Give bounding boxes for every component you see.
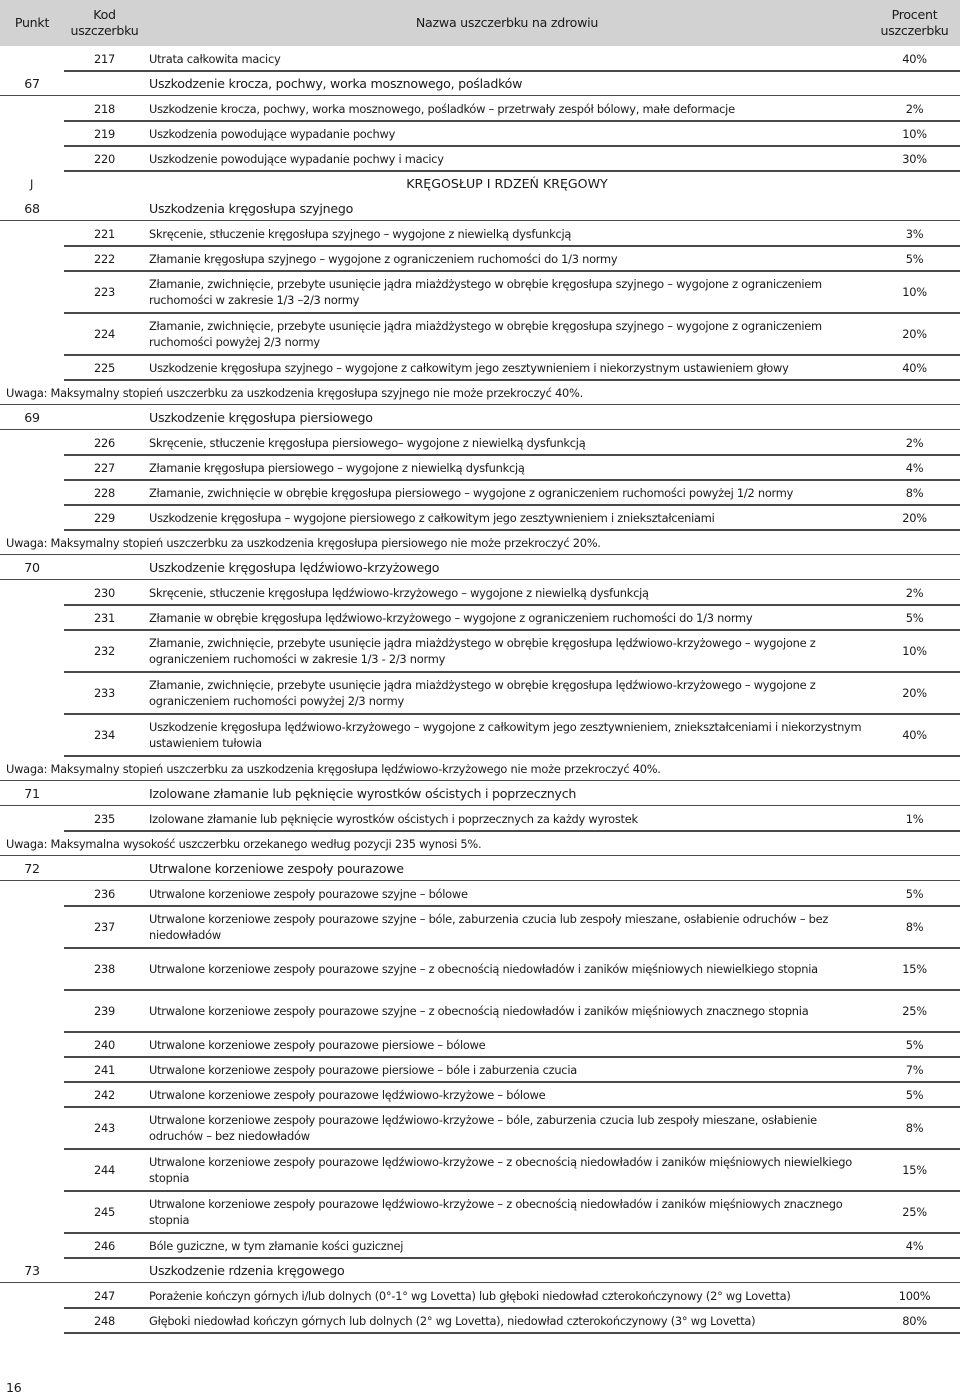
kod-cell: 244 <box>94 1163 115 1177</box>
section-title: Utrwalone korzeniowe zespoły pourazowe <box>149 860 404 876</box>
note-text: Uwaga: Maksymalny stopień uszczerbku za uszkodzenia kręgosłupa lędźwiowo-krzyżowego nie może przekroczyć 40%. <box>6 761 661 776</box>
procent-cell: 5% <box>905 1087 924 1102</box>
nazwa-cell: Utrata całkowita macicy <box>149 51 281 66</box>
procent-cell: 20% <box>902 510 927 525</box>
procent-cell: 10% <box>902 126 927 141</box>
kod-cell: 223 <box>94 285 115 299</box>
note-row <box>0 530 960 555</box>
table-row <box>0 246 960 271</box>
kod-cell: 221 <box>94 226 115 241</box>
nazwa-cell: Izolowane złamanie lub pęknięcie wyrostków ościstych i poprzecznych za każdy wyrostek <box>149 811 638 826</box>
table-row <box>0 1283 960 1308</box>
procent-cell: 100% <box>898 1288 931 1303</box>
table-row <box>0 580 960 605</box>
procent-cell: 8% <box>905 920 924 934</box>
section-row <box>0 1258 960 1283</box>
table-row <box>0 881 960 906</box>
procent-cell: 40% <box>902 728 927 742</box>
nazwa-cell: Utrwalone korzeniowe zespoły pourazowe piersiowe – bólowe <box>149 1037 486 1052</box>
procent-cell: 8% <box>905 485 924 500</box>
procent-cell: 40% <box>902 360 927 375</box>
note-text: Uwaga: Maksymalna wysokość uszczerbku orzekanego według pozycji 235 wynosi 5%. <box>6 836 482 851</box>
header-procent <box>869 0 960 46</box>
punkt-cell: 68 <box>24 201 40 216</box>
punkt-cell: 69 <box>24 410 40 425</box>
procent-cell: 2% <box>905 585 924 600</box>
section-title: Uszkodzenie rdzenia kręgowego <box>149 1262 345 1278</box>
nazwa-cell: Uszkodzenia powodujące wypadanie pochwy <box>149 126 396 141</box>
table-row <box>0 271 960 313</box>
table-row <box>0 121 960 146</box>
procent-cell: 80% <box>902 1313 927 1328</box>
section-row <box>0 856 960 881</box>
kod-cell: 238 <box>94 962 115 976</box>
kod-cell: 219 <box>94 126 115 141</box>
section-title: Uszkodzenie krocza, pochwy, worka mosznowego, pośladków <box>149 75 523 91</box>
punkt-cell: 72 <box>24 861 40 876</box>
section-row <box>0 781 960 806</box>
kod-cell: 230 <box>94 585 115 600</box>
nazwa-cell: Złamanie w obrębie kręgosłupa lędźwiowo-krzyżowego – wygojone z ograniczeniem ruchomości do 1/3 normy <box>149 610 753 625</box>
row-divider <box>64 1332 960 1333</box>
table-row <box>0 505 960 530</box>
kod-cell: 228 <box>94 485 115 500</box>
nazwa-cell: Utrwalone korzeniowe zespoły pourazowe lędźwiowo-krzyżowe – z obecnością niedowładów i zaników mięśniowych znacznego stopnia <box>149 1197 843 1227</box>
table-row <box>0 1032 960 1057</box>
header-procent-text: Procent uszczerbku <box>880 7 949 38</box>
procent-cell: 15% <box>902 962 927 976</box>
table-body <box>0 46 960 1333</box>
nazwa-cell: Skręcenie, stłuczenie kręgosłupa szyjnego – wygojone z niewielką dysfunkcją <box>149 226 572 241</box>
nazwa-cell: Uszkodzenie kręgosłupa – wygojone piersiowego z całkowitym jego zesztywnieniem i zniekształceniami <box>149 510 715 525</box>
nazwa-cell: Utrwalone korzeniowe zespoły pourazowe szyjne – bólowe <box>149 886 468 901</box>
section-row <box>0 405 960 430</box>
procent-cell: 20% <box>902 686 927 700</box>
nazwa-cell: Złamanie, zwichnięcie w obrębie kręgosłupa piersiowego – wygojone z ograniczeniem ruchomości powyżej 1/2 normy <box>149 485 794 500</box>
table-row <box>0 355 960 380</box>
kod-cell: 248 <box>94 1313 115 1328</box>
section-row <box>0 71 960 96</box>
table-row <box>0 906 960 948</box>
nazwa-cell: Złamanie, zwichnięcie, przebyte usunięcie jądra miażdżystego w obrębie kręgosłupa szyjnego – wygojone z ograniczeniem ruchomości w zakresie 1/3 –2/3 normy <box>149 277 822 307</box>
procent-cell: 10% <box>902 285 927 299</box>
nazwa-cell: Złamanie kręgosłupa szyjnego – wygojone z ograniczeniem ruchomości do 1/3 normy <box>149 251 618 266</box>
header-kod-text: Kod uszczerbku <box>70 7 139 38</box>
section-title: Uszkodzenie kręgosłupa piersiowego <box>149 409 373 425</box>
kod-cell: 227 <box>94 460 115 475</box>
procent-cell: 4% <box>905 460 924 475</box>
nazwa-cell: Skręcenie, stłuczenie kręgosłupa piersiowego– wygojone z niewielką dysfunkcją <box>149 435 586 450</box>
nazwa-cell: Uszkodzenie kręgosłupa szyjnego – wygojone z całkowitym jego zesztywnieniem i niekorzystnym ustawieniem głowy <box>149 360 789 375</box>
chapter-letter: J <box>30 176 34 191</box>
nazwa-cell: Skręcenie, stłuczenie kręgosłupa lędźwiowo-krzyżowego – wygojone z niewielką dysfunkcją <box>149 585 649 600</box>
kod-cell: 247 <box>94 1288 115 1303</box>
procent-cell: 30% <box>902 151 927 166</box>
procent-cell: 25% <box>902 1205 927 1219</box>
nazwa-cell: Złamanie, zwichnięcie, przebyte usunięcie jądra miażdżystego w obrębie kręgosłupa lędźwiowo-krzyżowego – wygojone z ograniczeniem ruchomości powyżej 2/3 normy <box>149 678 816 708</box>
table-row <box>0 96 960 121</box>
kod-cell: 236 <box>94 886 115 901</box>
nazwa-cell: Uszkodzenie powodujące wypadanie pochwy i macicy <box>149 151 444 166</box>
punkt-cell: 70 <box>24 560 40 575</box>
kod-cell: 225 <box>94 360 115 375</box>
procent-cell: 7% <box>905 1062 924 1077</box>
table-row <box>0 146 960 171</box>
kod-cell: 217 <box>94 51 115 66</box>
note-row <box>0 756 960 781</box>
table-row <box>0 430 960 455</box>
kod-cell: 224 <box>94 327 115 341</box>
procent-cell: 2% <box>905 101 924 116</box>
nazwa-cell: Utrwalone korzeniowe zespoły pourazowe szyjne – z obecnością niedowładów i zaników mięśniowych niewielkiego stopnia <box>149 962 818 976</box>
table-row <box>0 1191 960 1233</box>
section-title: Uszkodzenia kręgosłupa szyjnego <box>149 200 354 216</box>
procent-cell: 5% <box>905 886 924 901</box>
kod-cell: 242 <box>94 1087 115 1102</box>
punkt-cell: 73 <box>24 1263 40 1278</box>
table-row <box>0 714 960 756</box>
section-title: Uszkodzenie kręgosłupa lędźwiowo-krzyżowego <box>149 559 440 575</box>
nazwa-cell: Głęboki niedowład kończyn górnych lub dolnych (2° wg Lovetta), niedowład czterokończynowy (3° wg Lovetta) <box>149 1313 756 1328</box>
nazwa-cell: Uszkodzenie krocza, pochwy, worka mosznowego, pośladków – przetrwały zespół bólowy, małe deformacje <box>149 101 735 116</box>
header-punkt: Punkt <box>14 15 50 30</box>
nazwa-cell: Utrwalone korzeniowe zespoły pourazowe szyjne – z obecnością niedowładów i zaników mięśniowych znacznego stopnia <box>149 1004 809 1018</box>
note-row <box>0 831 960 856</box>
nazwa-cell: Utrwalone korzeniowe zespoły pourazowe lędźwiowo-krzyżowe – z obecnością niedowładów i zaników mięśniowych niewielkiego stopnia <box>149 1155 852 1185</box>
procent-cell: 40% <box>902 51 927 66</box>
section-row <box>0 555 960 580</box>
kod-cell: 220 <box>94 151 115 166</box>
kod-cell: 237 <box>94 920 115 934</box>
table-row <box>0 1308 960 1333</box>
procent-cell: 15% <box>902 1163 927 1177</box>
procent-cell: 3% <box>905 226 924 241</box>
procent-cell: 25% <box>902 1004 927 1018</box>
nazwa-cell: Bóle guziczne, w tym złamanie kości guzicznej <box>149 1238 404 1253</box>
table-row <box>0 806 960 831</box>
kod-cell: 218 <box>94 101 115 116</box>
kod-cell: 229 <box>94 510 115 525</box>
table-row <box>0 990 960 1032</box>
kod-cell: 234 <box>94 728 115 742</box>
kod-cell: 235 <box>94 811 115 826</box>
kod-cell: 226 <box>94 435 115 450</box>
nazwa-cell: Porażenie kończyn górnych i/lub dolnych (0°-1° wg Lovetta) lub głęboki niedowład czterokończynowy (2° wg Lovetta) <box>149 1288 791 1303</box>
table-row <box>0 1233 960 1258</box>
table-row <box>0 313 960 355</box>
punkt-cell: 71 <box>24 786 40 801</box>
kod-cell: 239 <box>94 1004 115 1018</box>
table-row <box>0 1057 960 1082</box>
table-row <box>0 948 960 990</box>
kod-cell: 240 <box>94 1037 115 1052</box>
kod-cell: 222 <box>94 251 115 266</box>
nazwa-cell: Utrwalone korzeniowe zespoły pourazowe lędźwiowo-krzyżowe – bólowe <box>149 1087 546 1102</box>
kod-cell: 231 <box>94 610 115 625</box>
nazwa-cell: Utrwalone korzeniowe zespoły pourazowe lędźwiowo-krzyżowe – bóle, zaburzenia czucia lub zespoły mieszane, osłabienie odruchów – bez niedowładów <box>149 1113 817 1143</box>
nazwa-cell: Uszkodzenie kręgosłupa lędźwiowo-krzyżowego – wygojone z całkowitym jego zesztywnieniem, zniekształceniami i niekorzystnym ustawieniem tułowia <box>149 720 862 750</box>
kod-cell: 243 <box>94 1121 115 1135</box>
table-row <box>0 455 960 480</box>
nazwa-cell: Utrwalone korzeniowe zespoły pourazowe piersiowe – bóle i zaburzenia czucia <box>149 1062 577 1077</box>
procent-cell: 20% <box>902 327 927 341</box>
table-row <box>0 630 960 672</box>
procent-cell: 5% <box>905 251 924 266</box>
table-row <box>0 46 960 71</box>
table-row <box>0 1082 960 1107</box>
chapter-row <box>0 171 960 196</box>
page-number: 16 <box>6 1380 22 1395</box>
nazwa-cell: Złamanie, zwichnięcie, przebyte usunięcie jądra miażdżystego w obrębie kręgosłupa lędźwiowo-krzyżowego – wygojone z ograniczeniem ruchomości w zakresie 1/3 - 2/3 normy <box>149 636 816 666</box>
table-row <box>0 605 960 630</box>
kod-cell: 246 <box>94 1238 115 1253</box>
header-kod <box>64 0 145 46</box>
punkt-cell: 67 <box>24 76 40 91</box>
table-header <box>0 0 960 46</box>
procent-cell: 8% <box>905 1121 924 1135</box>
procent-cell: 10% <box>902 644 927 658</box>
table-row <box>0 672 960 714</box>
note-row <box>0 380 960 405</box>
table-row <box>0 1107 960 1149</box>
procent-cell: 4% <box>905 1238 924 1253</box>
note-text: Uwaga: Maksymalny stopień uszczerbku za uszkodzenia kręgosłupa piersiowego nie może przekroczyć 20%. <box>6 535 601 550</box>
kod-cell: 241 <box>94 1062 115 1077</box>
header-nazwa: Nazwa uszczerbku na zdrowiu <box>415 15 599 30</box>
kod-cell: 245 <box>94 1205 115 1219</box>
kod-cell: 233 <box>94 686 115 700</box>
table-row <box>0 1149 960 1191</box>
note-text: Uwaga: Maksymalny stopień uszczerbku za uszkodzenia kręgosłupa szyjnego nie może przekroczyć 40%. <box>6 385 583 400</box>
section-title: Izolowane złamanie lub pęknięcie wyrostków ościstych i poprzecznych <box>149 785 577 801</box>
procent-cell: 5% <box>905 610 924 625</box>
nazwa-cell: Utrwalone korzeniowe zespoły pourazowe szyjne – bóle, zaburzenia czucia lub zespoły mieszane, osłabienie odruchów – bez niedowładów <box>149 912 829 942</box>
table-row <box>0 221 960 246</box>
nazwa-cell: Złamanie kręgosłupa piersiowego – wygojone z niewielką dysfunkcją <box>149 460 525 475</box>
procent-cell: 5% <box>905 1037 924 1052</box>
table-row <box>0 480 960 505</box>
section-row <box>0 196 960 221</box>
procent-cell: 1% <box>905 811 924 826</box>
chapter-title: KRĘGOSŁUP I RDZEŃ KRĘGOWY <box>406 176 608 191</box>
procent-cell: 2% <box>905 435 924 450</box>
kod-cell: 232 <box>94 644 115 658</box>
nazwa-cell: Złamanie, zwichnięcie, przebyte usunięcie jądra miażdżystego w obrębie kręgosłupa szyjnego – wygojone z ograniczeniem ruchomości powyżej 2/3 normy <box>149 319 822 349</box>
